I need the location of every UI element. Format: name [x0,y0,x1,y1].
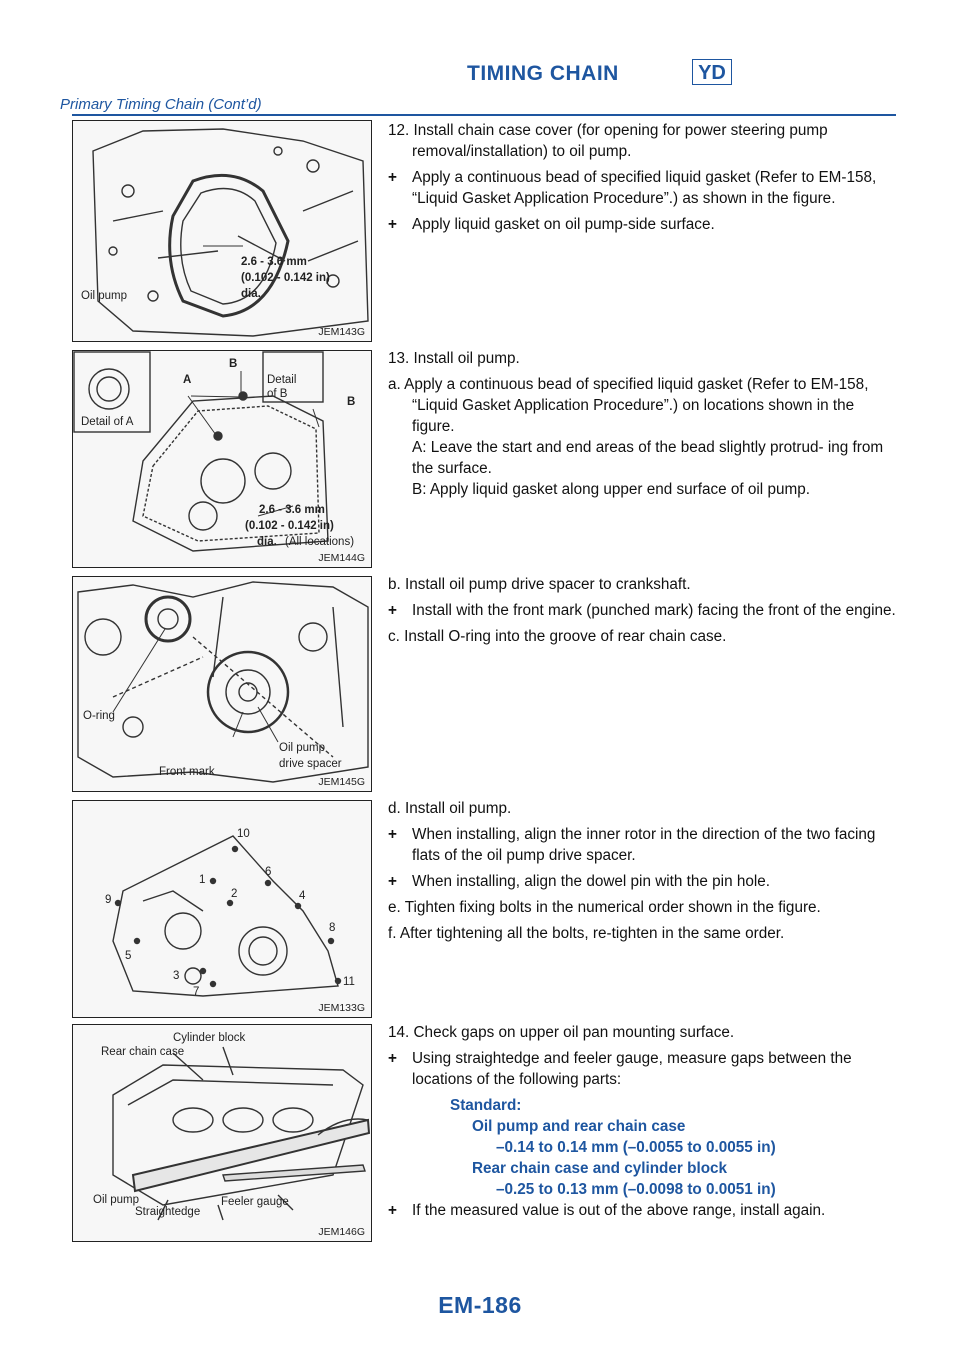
label-o-ring: O-ring [83,710,115,722]
bolt-number-7: 7 [193,986,200,998]
engine-badge: YD [692,59,732,85]
step-12-title: 12. Install chain case cover (for opening for power steering pump removal/installation) to oil pump. [388,122,828,160]
label-oil-pump: Oil pump [81,290,128,302]
bullet-text: Install with the front mark (punched mark) facing the front of the engine. [412,602,896,619]
step-12 [388,120,898,240]
bolt-number-2: 2 [231,888,238,900]
page-number: EM-186 [438,1292,522,1318]
bullet-glyph: + [388,826,397,843]
page-subtitle: Primary Timing Chain (Cont’d) [60,96,262,113]
label-straightedge: Straightedge [135,1206,201,1218]
standard-2-value: –0.25 to 0.13 mm (–0.0098 to 0.0051 in) [496,1181,776,1198]
figure-id: JEM145G [318,776,365,788]
step-13f-text: f. After tightening all the bolts, re-tighten in the same order. [388,925,785,942]
label-bead-size-in: (0.102 - 0.142 in) [241,272,330,284]
figure-id: JEM146G [318,1226,365,1238]
figure-bolt-order [72,800,372,1018]
label-oil-pump: Oil pump [279,742,326,754]
bullet-text: Using straightedge and feeler gauge, measure gaps between the locations of the following parts: [412,1050,852,1088]
label-a: A [183,374,192,386]
bullet-item [388,824,898,866]
step-13a-text: a. Apply a continuous bead of specified liquid gasket (Refer to EM-158, “Liquid Gasket Application Procedure”.) on locations shown in the figure. [388,376,869,435]
step-13a-note-a: A: Leave the start and end areas of the bead slightly protrud- ing from the surface. [412,439,884,477]
bullet-text: When installing, align the dowel pin with the pin hole. [412,873,770,890]
bolt-number-10: 10 [237,828,250,840]
standard-2-name: Rear chain case and cylinder block [472,1160,728,1177]
label-front-mark: Front mark [159,766,215,778]
label-rear-chain-case: Rear chain case [101,1046,185,1058]
bullet-glyph: + [388,169,397,186]
standard-1-value: –0.14 to 0.14 mm (–0.0055 to 0.0055 in) [496,1139,776,1156]
label-detail: Detail [267,374,297,386]
bolt-number-1: 1 [199,874,206,886]
figure-id: JEM133G [318,1002,365,1014]
bolt-number-9: 9 [105,894,112,906]
header-rule [72,114,896,116]
bullet-item [388,1048,898,1090]
label-feeler-gauge: Feeler gauge [221,1196,289,1208]
step-13c-text: c. Install O-ring into the groove of rear chain case. [388,628,727,645]
figure-drive-spacer [72,576,372,792]
label-detail-of-a: Detail of A [81,416,134,428]
standard-1-name: Oil pump and rear chain case [472,1118,686,1135]
figure-id: JEM144G [318,552,365,564]
bolt-number-11: 11 [343,976,355,988]
label-dia: dia. [257,536,277,548]
step-13e-text: e. Tighten fixing bolts in the numerical order shown in the figure. [388,899,821,916]
label-bead-size: 2.6 - 3.6 mm [259,504,325,516]
bullet-text: If the measured value is out of the above range, install again. [412,1202,826,1219]
bullet-glyph: + [388,1202,397,1219]
bolt-number-5: 5 [125,950,132,962]
bullet-text: When installing, align the inner rotor in the direction of the two facing flats of the oil pump drive spacer. [412,826,876,864]
label-b-top: B [229,358,238,370]
standard-label: Standard: [450,1097,522,1114]
label-b-right: B [347,396,356,408]
bullet-text: Apply liquid gasket on oil pump-side surface. [412,216,715,233]
label-dia: dia. [241,288,261,300]
bullet-item [388,600,898,621]
label-of-b: of B [267,388,288,400]
label-cylinder-block: Cylinder block [173,1032,246,1044]
bullet-item [388,1200,898,1221]
bullet-glyph: + [388,216,397,233]
step-13d-text: d. Install oil pump. [388,800,512,817]
step-14-title: 14. Check gaps on upper oil pan mounting surface. [388,1024,735,1041]
bolt-number-3: 3 [173,970,180,982]
step-13-a [388,348,898,505]
bullet-item [388,871,898,892]
bullet-glyph: + [388,1050,397,1067]
bullet-glyph: + [388,602,397,619]
step-14 [388,1022,898,1226]
label-oil-pump: Oil pump [93,1194,140,1206]
step-13-title: 13. Install oil pump. [388,350,520,367]
bullet-item [388,167,898,209]
figure-straightedge-gauge [72,1024,372,1242]
bullet-glyph: + [388,873,397,890]
figure-oil-pump-locations [72,350,372,568]
step-13-bc [388,574,898,652]
label-drive-spacer: drive spacer [279,758,342,770]
bolt-number-8: 8 [329,922,336,934]
bolt-number-6: 6 [265,866,272,878]
step-13a-note-b: B: Apply liquid gasket along upper end surface of oil pump. [412,481,810,498]
figure-oil-pump-gasket [72,120,372,342]
bolt-number-4: 4 [299,890,306,902]
label-bead-size: 2.6 - 3.6 mm [241,256,307,268]
bullet-item [388,214,898,235]
step-13-def [388,798,898,949]
label-bead-size-in: (0.102 - 0.142 in) [245,520,334,532]
page-title: TIMING CHAIN [467,62,619,85]
figure-id: JEM143G [318,326,365,338]
bullet-text: Apply a continuous bead of specified liquid gasket (Refer to EM-158, “Liquid Gasket Application Procedure”.) as shown in the figure. [412,169,877,207]
bolt-order-drawing [73,801,372,1018]
label-all-locations: (All locations) [285,536,355,548]
step-13b-text: b. Install oil pump drive spacer to crankshaft. [388,576,691,593]
oil-pump-drawing [73,121,372,342]
